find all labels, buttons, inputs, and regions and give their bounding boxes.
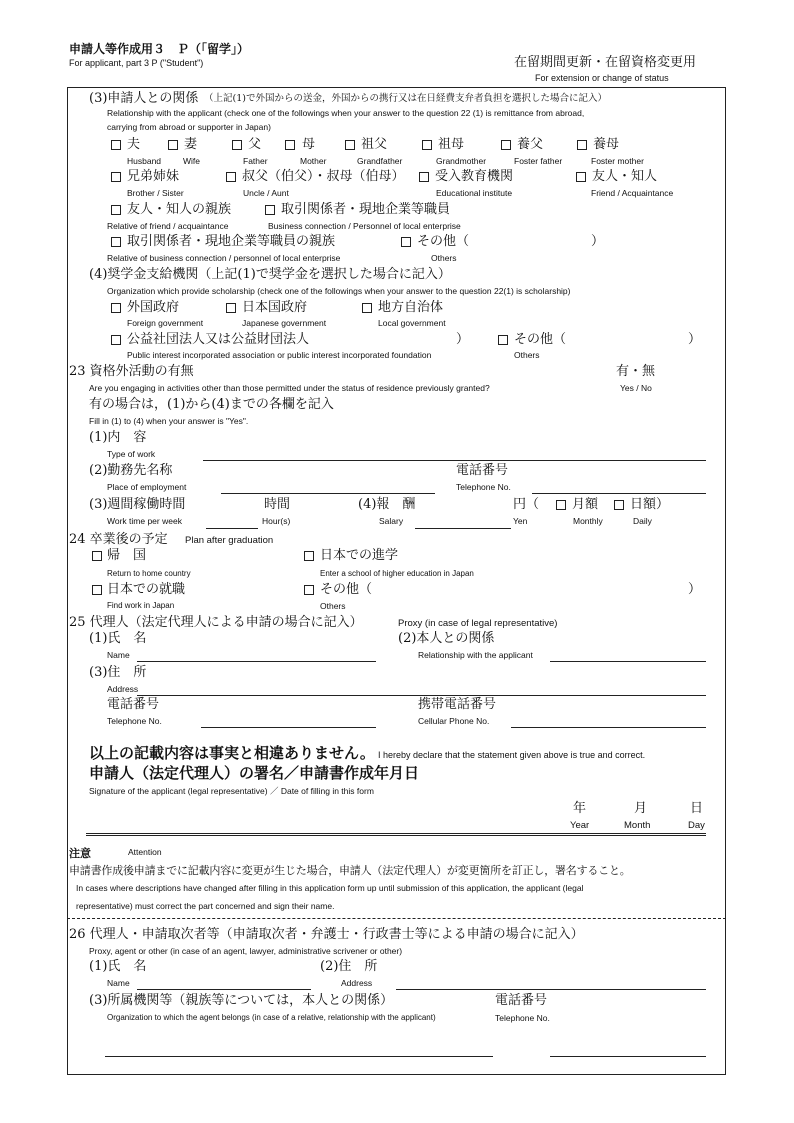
paren-close-scholarship: ） xyxy=(688,332,702,347)
proxy-name-line[interactable] xyxy=(137,661,376,662)
label-higher-education: 日本での進学 xyxy=(320,548,399,563)
s26-name-en: Name xyxy=(107,978,130,988)
label-others-plan: その他（ xyxy=(320,582,373,597)
label-local-government-en: Local government xyxy=(378,318,446,328)
signature-line-double xyxy=(86,835,706,836)
label-local-government: 地方自治体 xyxy=(378,300,444,315)
day-label-en: Day xyxy=(688,820,705,831)
day-label: 日 xyxy=(690,801,704,816)
proxy-tel-line[interactable] xyxy=(201,727,376,728)
checkbox-return-home[interactable] xyxy=(92,551,102,561)
declaration-line1: 以上の記載内容は事実と相違ありません。 xyxy=(89,744,375,762)
checkbox-mother[interactable] xyxy=(285,140,295,150)
label-higher-education-en: Enter a school of higher education in Japan xyxy=(320,569,474,578)
s23-fill-en: Fill in (1) to (4) when your answer is "Yes". xyxy=(89,416,249,426)
checkbox-others-relation[interactable] xyxy=(401,237,411,247)
checkbox-others-plan[interactable] xyxy=(304,585,314,595)
checkbox-local-government[interactable] xyxy=(362,303,372,313)
s25-tel-en: Telephone No. xyxy=(107,716,162,726)
s23-desc: Are you engaging in activities other than those permitted under the status of residence previously granted? xyxy=(89,383,490,393)
label-others-relation: その他（ xyxy=(417,234,470,249)
form-title-en: For applicant, part 3 P ("Student") xyxy=(69,58,204,68)
label-wife-en: Wife xyxy=(183,156,200,166)
s23-yesno[interactable]: 有・無 xyxy=(616,364,656,379)
checkbox-friend[interactable] xyxy=(576,172,586,182)
s26-title: 26 代理人・申請取次者等（申請取次者・弁護士・行政書士等による申請の場合に記入） xyxy=(69,927,584,942)
label-husband-en: Husband xyxy=(127,156,162,166)
checkbox-monthly[interactable] xyxy=(556,500,566,510)
label-friend-relative-en: Relative of friend / acquaintance xyxy=(107,221,229,231)
s23-title: 23 資格外活動の有無 xyxy=(69,364,194,379)
label-husband: 夫 xyxy=(127,137,141,152)
label-sibling-en: Brother / Sister xyxy=(127,188,184,198)
label-others-scholarship-en: Others xyxy=(514,350,540,360)
declaration-line2-en: Signature of the applicant (legal representative) ／ Date of filling in this form xyxy=(89,786,374,796)
s25-cell-en: Cellular Phone No. xyxy=(418,716,490,726)
attention-title-en: Attention xyxy=(128,847,162,857)
label-business: 取引関係者・現地企業等職員 xyxy=(281,202,451,217)
label-foreign-government: 外国政府 xyxy=(127,300,180,315)
label-foster-father: 養父 xyxy=(517,137,544,152)
year-label-en: Year xyxy=(570,820,590,831)
s25-tel: 電話番号 xyxy=(107,697,160,712)
s23-yen: 円（ xyxy=(513,497,540,512)
label-mother: 母 xyxy=(302,137,316,152)
label-foreign-government-en: Foreign government xyxy=(127,318,204,328)
hours-line[interactable] xyxy=(206,528,258,529)
s23-tel: 電話番号 xyxy=(456,463,509,478)
s23-q2-en: Place of employment xyxy=(107,482,187,492)
label-uncle-aunt: 叔父（伯父）・叔母（伯母） xyxy=(242,169,405,184)
checkbox-work-japan[interactable] xyxy=(92,585,102,595)
checkbox-foster-mother[interactable] xyxy=(577,140,587,150)
s23-hours: 時間 xyxy=(264,497,291,512)
label-others-scholarship: その他（ xyxy=(514,332,567,347)
s23-q4-en: Salary xyxy=(379,516,404,526)
work-type-line[interactable] xyxy=(203,460,706,461)
s23-yen-en: Yen xyxy=(513,516,528,526)
label-japanese-government: 日本国政府 xyxy=(242,300,308,315)
form-type-en: For extension or change of status xyxy=(535,73,669,83)
label-business-relative: 取引関係者・現地企業等職員の親族 xyxy=(127,234,336,249)
checkbox-foster-father[interactable] xyxy=(501,140,511,150)
label-educational: 受入教育機関 xyxy=(435,169,514,184)
s24-title: 24 卒業後の予定 xyxy=(69,532,168,547)
agent-tel-line[interactable] xyxy=(550,1056,706,1057)
s23-fill: 有の場合は，(1)から(4)までの各欄を記入 xyxy=(89,397,334,412)
checkbox-japanese-government[interactable] xyxy=(226,303,236,313)
s25-name-en: Name xyxy=(107,650,130,660)
s25-addr-en: Address xyxy=(107,684,139,694)
agent-name-line[interactable] xyxy=(137,989,311,990)
label-return-home-en: Return to home country xyxy=(107,569,191,578)
declaration-line2: 申請人（法定代理人）の署名／申請書作成年月日 xyxy=(89,764,420,782)
label-public-interest-en: Public interest incorporated association or public interest incorporated foundation xyxy=(127,350,432,360)
label-japanese-government-en: Japanese government xyxy=(242,318,327,328)
s26-org: (3)所属機関等（親族等については，本人との関係） xyxy=(89,993,394,1008)
s26-org-en: Organization to which the agent belongs (in case of a relative, relationship with the applicant) xyxy=(107,1013,436,1022)
label-uncle-aunt-en: Uncle / Aunt xyxy=(243,188,289,198)
s23-hours-en: Hour(s) xyxy=(262,516,291,526)
s22-3-desc-1: Relationship with the applicant (check one of the followings when your answer to the question 22 (1) is remittance from abroad, xyxy=(107,108,585,118)
label-friend-en: Friend / Acquaintance xyxy=(591,188,674,198)
s26-addr-en: Address xyxy=(341,978,373,988)
form-type: 在留期間更新・在留資格変更用 xyxy=(514,55,697,70)
s24-title-en: Plan after graduation xyxy=(185,535,274,546)
checkbox-grandfather[interactable] xyxy=(345,140,355,150)
label-father-en: Father xyxy=(243,156,268,166)
s23-monthly: 月額 xyxy=(572,497,599,512)
label-sibling: 兄弟姉妹 xyxy=(127,169,180,184)
s23-q2: (2)勤務先名称 xyxy=(89,463,173,478)
s25-rel-en: Relationship with the applicant xyxy=(418,650,533,660)
label-work-japan-en: Find work in Japan xyxy=(107,601,175,610)
checkbox-business[interactable] xyxy=(265,205,275,215)
paren-close-plan: ） xyxy=(688,582,702,597)
checkbox-daily[interactable] xyxy=(614,500,624,510)
checkbox-public-interest[interactable] xyxy=(111,335,121,345)
s26-name: (1)氏 名 xyxy=(89,959,147,974)
s23-daily-en: Daily xyxy=(633,516,652,526)
attention-text-en-1: In cases where descriptions have changed after filling in this application form up until submission of this application, the applicant (legal xyxy=(76,883,584,893)
declaration-line1-en: I hereby declare that the statement given above is true and correct. xyxy=(378,750,646,760)
s23-monthly-en: Monthly xyxy=(573,516,603,526)
paren-close-public: ） xyxy=(456,332,470,347)
label-public-interest: 公益社団法人又は公益財団法人 xyxy=(127,332,310,347)
label-business-relative-en: Relative of business connection / personnel of local enterprise xyxy=(107,253,341,263)
s23-tel-en: Telephone No. xyxy=(456,482,511,492)
s26-title-en: Proxy, agent or other (in case of an agent, lawyer, administrative scrivener or other) xyxy=(89,946,403,956)
salary-line[interactable] xyxy=(415,528,511,529)
checkbox-uncle-aunt[interactable] xyxy=(226,172,236,182)
label-return-home: 帰 国 xyxy=(107,548,147,563)
form-title: 申請人等作成用３ Ｐ（「留学」） xyxy=(69,42,250,56)
label-others-relation-en: Others xyxy=(431,253,457,263)
agent-organization-line[interactable] xyxy=(105,1056,493,1057)
label-wife: 妻 xyxy=(184,137,198,152)
checkbox-foreign-government[interactable] xyxy=(111,303,121,313)
checkbox-wife[interactable] xyxy=(168,140,178,150)
label-educational-en: Educational institute xyxy=(436,188,513,198)
s25-title-en: Proxy (in case of legal representative) xyxy=(398,618,558,629)
checkbox-father[interactable] xyxy=(232,140,242,150)
s23-q1-en: Type of work xyxy=(107,449,156,459)
checkbox-friend-relative[interactable] xyxy=(111,205,121,215)
checkbox-husband[interactable] xyxy=(111,140,121,150)
agent-address-line[interactable] xyxy=(396,989,706,990)
year-label: 年 xyxy=(573,801,587,816)
label-foster-mother-en: Foster mother xyxy=(591,156,644,166)
attention-title: 注意 xyxy=(69,847,91,860)
label-friend: 友人・知人 xyxy=(592,169,658,184)
label-grandmother: 祖母 xyxy=(438,137,465,152)
s26-tel-en: Telephone No. xyxy=(495,1013,550,1023)
paren-close: ） xyxy=(591,234,605,249)
checkbox-others-scholarship[interactable] xyxy=(498,335,508,345)
s25-rel: (2)本人との関係 xyxy=(398,631,495,646)
s23-q1: (1)内 容 xyxy=(89,430,147,445)
checkbox-higher-education[interactable] xyxy=(304,551,314,561)
label-grandmother-en: Grandmother xyxy=(436,156,487,166)
s25-addr: (3)住 所 xyxy=(89,665,147,680)
label-friend-relative: 友人・知人の親族 xyxy=(127,202,232,217)
s25-cell: 携帯電話番号 xyxy=(418,697,497,712)
label-foster-mother: 養母 xyxy=(593,137,620,152)
proxy-relationship-line[interactable] xyxy=(550,661,706,662)
s22-3-desc-2: carrying from abroad or supporter in Japan) xyxy=(107,122,271,132)
s22-4-desc: Organization which provide scholarship (check one of the followings when your answer to the question 22(1) is scholarship) xyxy=(107,286,571,296)
checkbox-grandmother[interactable] xyxy=(422,140,432,150)
attention-text-en-2: representative) must correct the part concerned and sign their name. xyxy=(76,901,335,911)
s25-title: 25 代理人（法定代理人による申請の場合に記入） xyxy=(69,615,363,630)
label-others-plan-en: Others xyxy=(320,601,346,611)
label-work-japan: 日本での就職 xyxy=(107,582,186,597)
label-father: 父 xyxy=(248,137,262,152)
employer-line[interactable] xyxy=(221,493,435,494)
s22-4-title: (4)奨学金支給機関（上記(1)で奨学金を選択した場合に記入） xyxy=(89,267,451,282)
label-business-en: Business connection / Personnel of local enterprise xyxy=(268,221,461,231)
checkbox-educational[interactable] xyxy=(419,172,429,182)
checkbox-business-relative[interactable] xyxy=(111,237,121,247)
s22-3-note: （上記(1)で外国からの送金，外国からの携行又は在日経費支弁者負担を選択した場合に記入） xyxy=(204,93,607,104)
label-grandfather-en: Grandfather xyxy=(357,156,403,166)
s23-q3-en: Work time per week xyxy=(107,516,182,526)
month-label: 月 xyxy=(634,801,648,816)
s26-tel: 電話番号 xyxy=(495,993,548,1008)
proxy-address-line[interactable] xyxy=(137,695,706,696)
label-grandfather: 祖父 xyxy=(361,137,388,152)
s25-name: (1)氏 名 xyxy=(89,631,147,646)
signature-line[interactable] xyxy=(86,833,706,834)
s23-daily: 日額） xyxy=(630,497,670,512)
label-foster-father-en: Foster father xyxy=(514,156,563,166)
s23-yesno-en: Yes / No xyxy=(620,383,652,393)
s23-q4: (4)報 酬 xyxy=(358,497,416,512)
s26-addr: (2)住 所 xyxy=(320,959,378,974)
month-label-en: Month xyxy=(624,820,651,831)
employer-tel-line[interactable] xyxy=(532,493,706,494)
attention-text: 申請書作成後申請までに記載内容に変更が生じた場合，申請人（法定代理人）が変更箇所を訂正し，署名すること。 xyxy=(69,864,631,877)
s23-q3: (3)週間稼働時間 xyxy=(89,497,186,512)
s22-3-title: (3)申請人との関係 xyxy=(89,91,199,106)
checkbox-sibling[interactable] xyxy=(111,172,121,182)
cut-line xyxy=(67,918,726,919)
label-mother-en: Mother xyxy=(300,156,327,166)
proxy-cell-line[interactable] xyxy=(511,727,706,728)
